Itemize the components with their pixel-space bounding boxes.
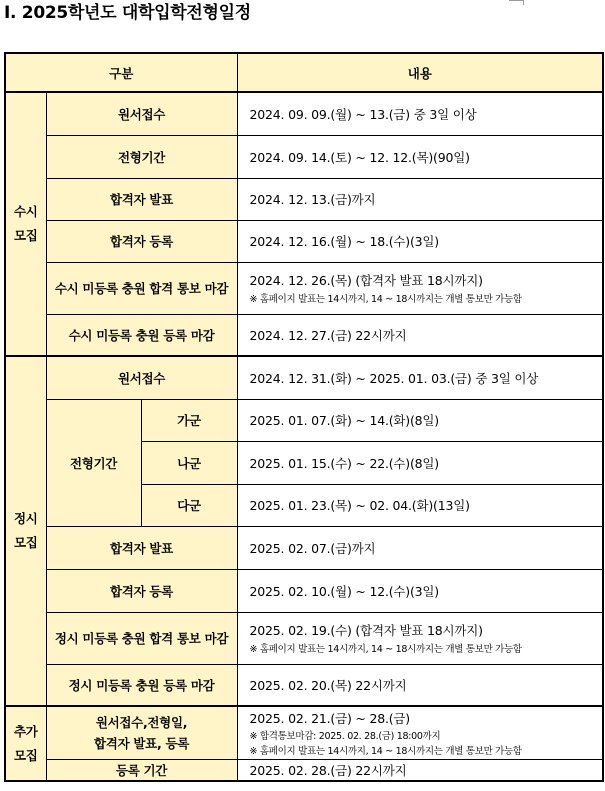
header-category: 구분 xyxy=(5,53,237,92)
row-label: 원서접수 xyxy=(46,356,237,399)
group-label-line: 모집 xyxy=(13,535,38,550)
row-label: 합격자 발표 xyxy=(46,526,237,569)
sub-label: 가군 xyxy=(141,399,237,441)
row-content: 2025. 01. 15.(수) ~ 22.(수)(8일) xyxy=(237,441,603,484)
row-content: 2025. 02. 20.(목) 22시까지 xyxy=(237,664,603,706)
group-label-line: 모집 xyxy=(13,747,38,763)
content-note: ※ 합격통보마감: 2025. 02. 28.(금) 18:00까지 xyxy=(249,730,441,742)
content-note: ※ 홈페이지 발표는 14시까지, 14 ~ 18시까지는 개별 통보만 가능함 xyxy=(249,745,522,757)
group-label-susi xyxy=(5,92,46,356)
row-content: 2024. 09. 14.(토) ~ 12. 12.(목)(90일) xyxy=(237,135,603,178)
group-label-line: 정시 xyxy=(13,511,38,526)
row-content: 2024. 12. 16.(월) ~ 18.(수)(3일) xyxy=(237,220,603,262)
row-content: 2025. 02. 07.(금)까지 xyxy=(237,526,603,569)
page-corner-mark xyxy=(509,0,524,5)
table-row xyxy=(5,526,603,569)
row-content: 2024. 12. 31.(화) ~ 2025. 01. 03.(금) 중 3일 이상 xyxy=(237,356,603,399)
row-content: 2025. 02. 28.(금) 22시까지 xyxy=(237,759,603,781)
row-label: 원서접수 xyxy=(46,92,237,135)
row-content: 2024. 09. 09.(월) ~ 13.(금) 중 3일 이상 xyxy=(237,92,603,135)
row-content: 2024. 12. 27.(금) 22시까지 xyxy=(237,314,603,356)
group-label-line: 추가 xyxy=(13,723,38,739)
row-content: 2024. 12. 13.(금)까지 xyxy=(237,178,603,220)
row-content: 2025. 01. 07.(화) ~ 14.(화)(8일) xyxy=(237,399,603,441)
group-label-jeongsi xyxy=(5,356,46,706)
row-content xyxy=(237,262,603,314)
row-label: 합격자 등록 xyxy=(46,569,237,612)
table-row xyxy=(5,356,603,399)
table-row xyxy=(5,135,603,178)
group-label-line: 모집 xyxy=(13,228,38,243)
header-row xyxy=(5,53,603,92)
row-content: 2025. 01. 23.(목) ~ 02. 04.(화)(13일) xyxy=(237,484,603,526)
table-row xyxy=(5,92,603,135)
row-label-line: 합격자 발표, 등록 xyxy=(94,735,189,751)
sub-label: 나군 xyxy=(141,441,237,484)
table-row xyxy=(5,262,603,314)
content-main: 2025. 02. 21.(금) ~ 28.(금) xyxy=(249,710,410,726)
table-row xyxy=(5,399,603,441)
table-row xyxy=(5,178,603,220)
row-label: 수시 미등록 충원 합격 통보 마감 xyxy=(46,262,237,314)
content-note: ※ 홈페이지 발표는 14시까지, 14 ~ 18시까지는 개별 통보만 가능함 xyxy=(249,294,522,305)
row-label: 전형기간 xyxy=(46,135,237,178)
page-title: I. 2025학년도 대학입학전형일정 xyxy=(4,3,251,23)
sub-label: 다군 xyxy=(141,484,237,526)
content-main: 2024. 12. 26.(목) (합격자 발표 18시까지) xyxy=(249,273,483,288)
content-note: ※ 홈페이지 발표는 14시까지, 14 ~ 18시까지는 개별 통보만 가능함 xyxy=(249,644,522,655)
table-row xyxy=(5,664,603,706)
row-label: 합격자 등록 xyxy=(46,220,237,262)
row-content: 2025. 02. 10.(월) ~ 12.(수)(3일) xyxy=(237,569,603,612)
group-label-chuga xyxy=(5,706,46,781)
table-row xyxy=(5,314,603,356)
table-row xyxy=(5,569,603,612)
content-main: 2025. 02. 19.(수) (합격자 발표 18시까지) xyxy=(249,623,483,638)
table-row xyxy=(5,759,603,781)
row-content xyxy=(237,706,603,759)
admission-schedule-table xyxy=(4,52,604,782)
row-label: 등록 기간 xyxy=(46,759,237,781)
row-label: 정시 미등록 충원 합격 통보 마감 xyxy=(46,612,237,664)
table-row xyxy=(5,706,603,759)
row-label: 정시 미등록 충원 등록 마감 xyxy=(46,664,237,706)
table-row xyxy=(5,220,603,262)
row-label-line: 원서접수,전형일, xyxy=(95,714,188,730)
row-content xyxy=(237,612,603,664)
row-label: 합격자 발표 xyxy=(46,178,237,220)
group-label-line: 수시 xyxy=(13,204,38,219)
row-label: 수시 미등록 충원 등록 마감 xyxy=(46,314,237,356)
table-row xyxy=(5,612,603,664)
row-label: 전형기간 xyxy=(46,399,141,526)
header-content: 내용 xyxy=(237,53,603,92)
row-label xyxy=(46,706,237,759)
